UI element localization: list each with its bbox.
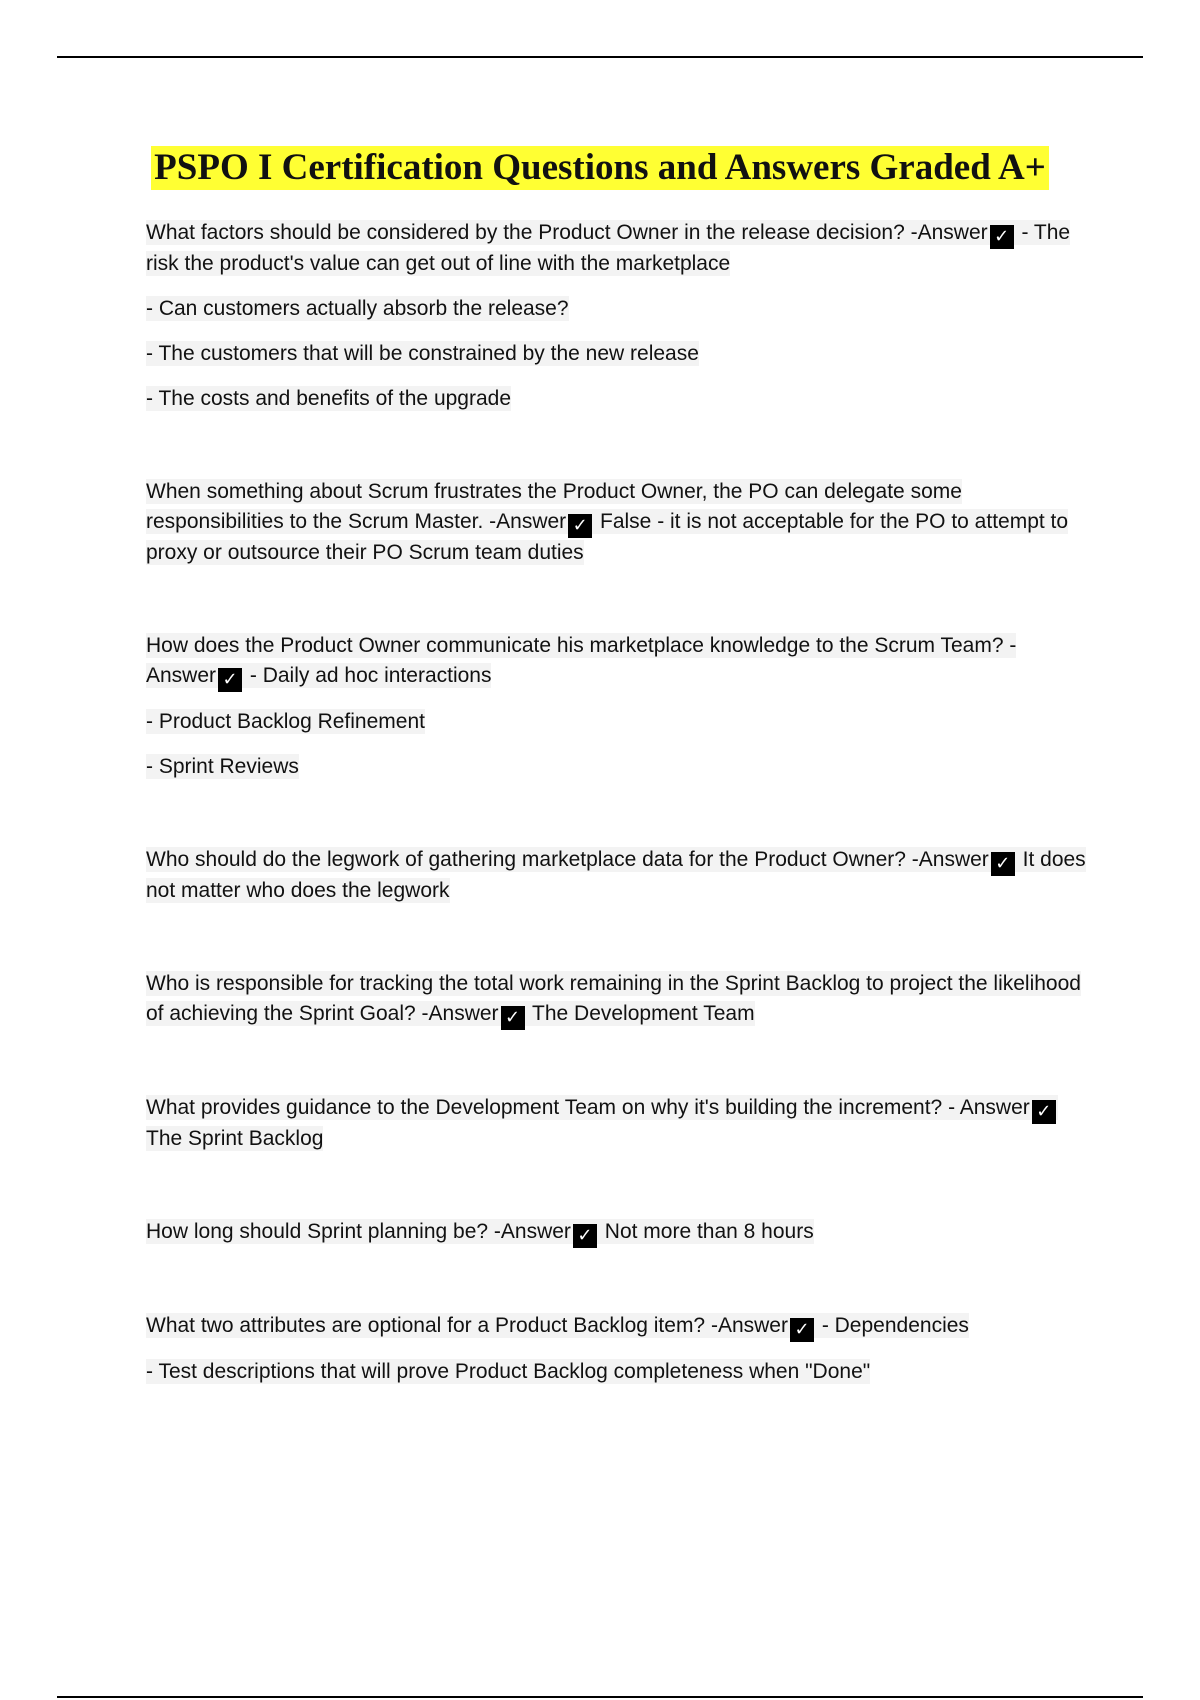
qa-item-8 (146, 1311, 1086, 1342)
checkmark-icon: ✓ (990, 225, 1014, 249)
checkmark-icon: ✓ (790, 1318, 814, 1342)
answer-label: -Answer (910, 221, 988, 244)
question-text: What two attributes are optional for a Product Backlog item? (146, 1314, 711, 1337)
top-rule (57, 56, 1143, 58)
question-text: What provides guidance to the Development Team on why it's building the increment? - (146, 1096, 960, 1119)
question-text: How long should Sprint planning be? (146, 1220, 494, 1243)
qa-item-1 (146, 218, 1086, 279)
checkmark-icon: ✓ (991, 852, 1015, 876)
qa-item-4 (146, 845, 1086, 906)
answer-text: Not more than 8 hours (598, 1220, 814, 1243)
answer-bullet: - Test descriptions that will prove Product Backlog completeness when "Done" (146, 1360, 871, 1383)
question-text: Who should do the legwork of gathering marketplace data for the Product Owner? (146, 848, 912, 871)
answer-text: - Dependencies (815, 1314, 969, 1337)
qa-item-7 (146, 1217, 1086, 1248)
answer-bullet: - Product Backlog Refinement (146, 710, 425, 733)
question-text: When something about Scrum frustrates the Product Owner, the PO can delegate some responsibilities to the Scrum Master. (146, 480, 962, 533)
answer-text: It does not matter who does the legwork (146, 848, 1086, 902)
answer-bullet: - The customers that will be constrained by the new release (146, 342, 699, 365)
answer-bullet: - Sprint Reviews (146, 755, 299, 778)
answer-label: -Answer (489, 510, 567, 533)
checkmark-icon: ✓ (501, 1006, 525, 1030)
checkmark-icon: ✓ (573, 1224, 597, 1248)
qa-item-5 (146, 969, 1086, 1030)
question-text: How does the Product Owner communicate his marketplace knowledge to the Scrum Team? - (146, 634, 1017, 657)
answer-text: - Daily ad hoc interactions (244, 664, 492, 687)
checkmark-icon: ✓ (1032, 1100, 1056, 1124)
question-text: Who is responsible for tracking the total work remaining in the Sprint Backlog to project the likelihood of achieving the Sprint Goal? (146, 972, 1081, 1025)
qa-item-3 (146, 631, 1086, 692)
qa-item-2 (146, 477, 1086, 568)
answer-label: -Answer (710, 1314, 788, 1337)
qa-item-6 (146, 1093, 1086, 1154)
answer-bullet: - Can customers actually absorb the release? (146, 297, 569, 320)
checkmark-icon: ✓ (218, 668, 242, 692)
bottom-rule (57, 1696, 1143, 1698)
answer-label: Answer (959, 1096, 1030, 1119)
qa-list (146, 218, 1086, 1387)
answer-text: The Development Team (526, 1002, 755, 1025)
answer-text: False - it is not acceptable for the PO to attempt to proxy or outsource their PO Scrum team duties (146, 510, 1069, 564)
question-text: What factors should be considered by the Product Owner in the release decision? (146, 221, 911, 244)
answer-bullet: - The costs and benefits of the upgrade (146, 387, 512, 410)
page-title: PSPO I Certification Questions and Answers Graded A+ (151, 146, 1049, 190)
answer-label: -Answer (421, 1002, 499, 1025)
answer-text: - The risk the product's value can get out of line with the marketplace (146, 221, 1071, 275)
title-block (0, 146, 1200, 190)
answer-label: -Answer (911, 848, 989, 871)
answer-label: -Answer (493, 1220, 571, 1243)
checkmark-icon: ✓ (568, 514, 592, 538)
answer-label: Answer (146, 664, 217, 687)
answer-text: The Sprint Backlog (146, 1127, 324, 1150)
